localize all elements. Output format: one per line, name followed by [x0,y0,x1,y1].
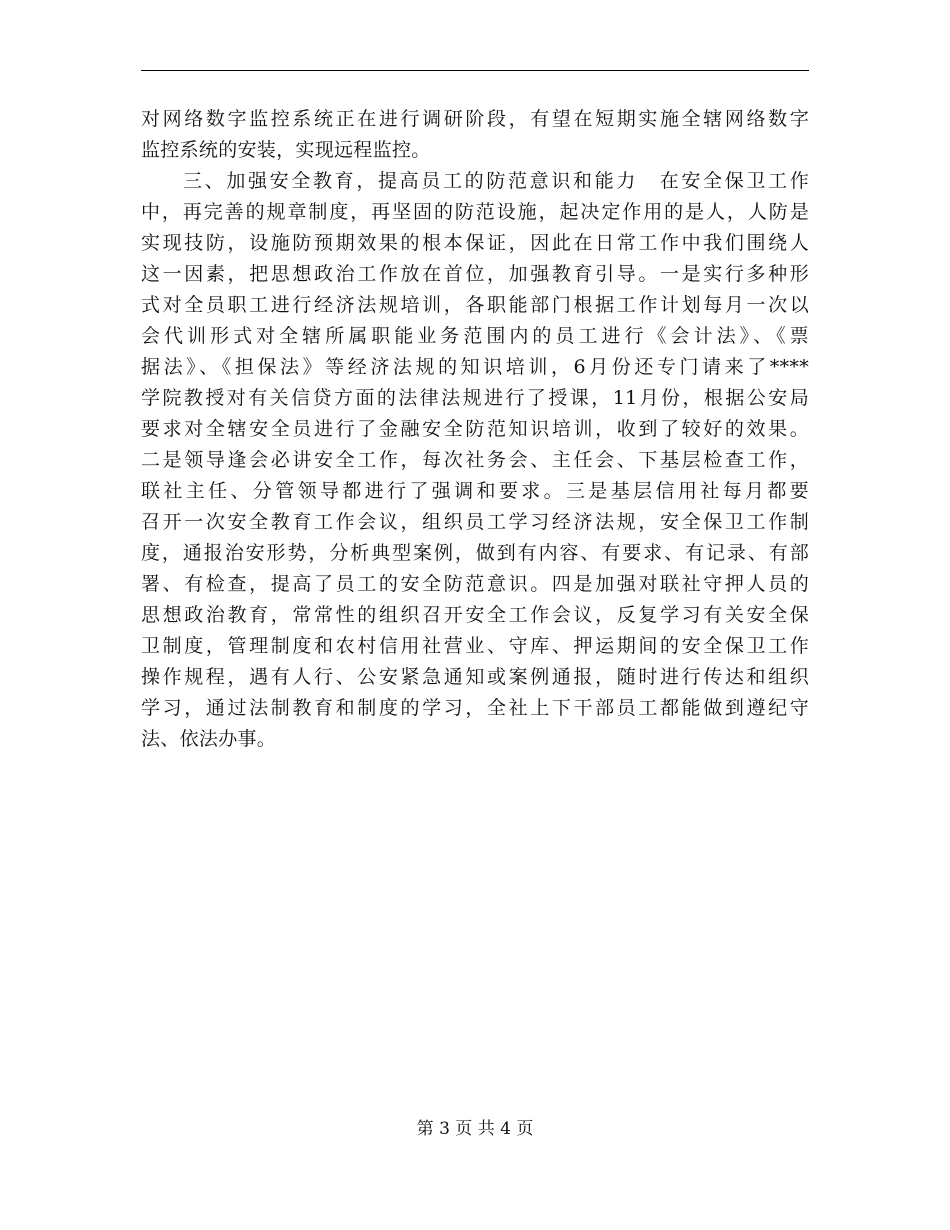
text-line: 据法》、《担保法》等经济法规的知识培训，6月份还专门请来了**** [141,356,809,378]
text-line: 实现技防，设施防预期效果的根本保证，因此在日常工作中我们围绕人 [141,232,809,254]
text-line: 式对全员职工进行经济法规培训，各职能部门根据工作计划每月一次以 [141,294,809,316]
text-line: 卫制度，管理制度和农村信用社营业、守库、押运期间的安全保卫工作 [141,635,809,657]
section-heading-line: 三、加强安全教育，提高员工的防范意识和能力 在安全保卫工作 [183,170,809,192]
text-line: 联社主任、分管领导都进行了强调和要求。三是基层信用社每月都要 [141,480,809,502]
document-body [141,104,809,755]
text-line: 对网络数字监控系统正在进行调研阶段，有望在短期实施全辖网络数字 [141,108,809,130]
text-line: 署、有检查，提高了员工的安全防范意识。四是加强对联社守押人员的 [141,573,809,595]
text-line: 这一因素，把思想政治工作放在首位，加强教育引导。一是实行多种形 [141,263,809,285]
text-line: 度，通报治安形势，分析典型案例，做到有内容、有要求、有记录、有部 [141,542,809,564]
text-line: 要求对全辖安全员进行了金融安全防范知识培训，收到了较好的效果。 [141,418,809,440]
text-line: 学习，通过法制教育和制度的学习，全社上下干部员工都能做到遵纪守 [141,697,809,719]
text-line: 监控系统的安装，实现远程监控。 [141,139,431,161]
page-number: 第 3 页 共 4 页 [416,1119,534,1139]
text-line: 会代训形式对全辖所属职能业务范围内的员工进行《会计法》、《票 [141,325,809,347]
text-line: 思想政治教育，常常性的组织召开安全工作会议，反复学习有关安全保 [141,604,809,626]
text-line: 法、依法办事。 [141,728,277,750]
text-line: 学院教授对有关信贷方面的法律法规进行了授课，11月份，根据公安局 [141,387,809,409]
text-line: 中，再完善的规章制度，再坚固的防范设施，起决定作用的是人，人防是 [141,201,809,223]
header-rule [141,70,809,71]
text-line: 二是领导逢会必讲安全工作，每次社务会、主任会、下基层检查工作， [141,449,809,471]
text-line: 操作规程，遇有人行、公安紧急通知或案例通报，随时进行传达和组织 [141,666,809,688]
text-line: 召开一次安全教育工作会议，组织员工学习经济法规，安全保卫工作制 [141,511,809,533]
